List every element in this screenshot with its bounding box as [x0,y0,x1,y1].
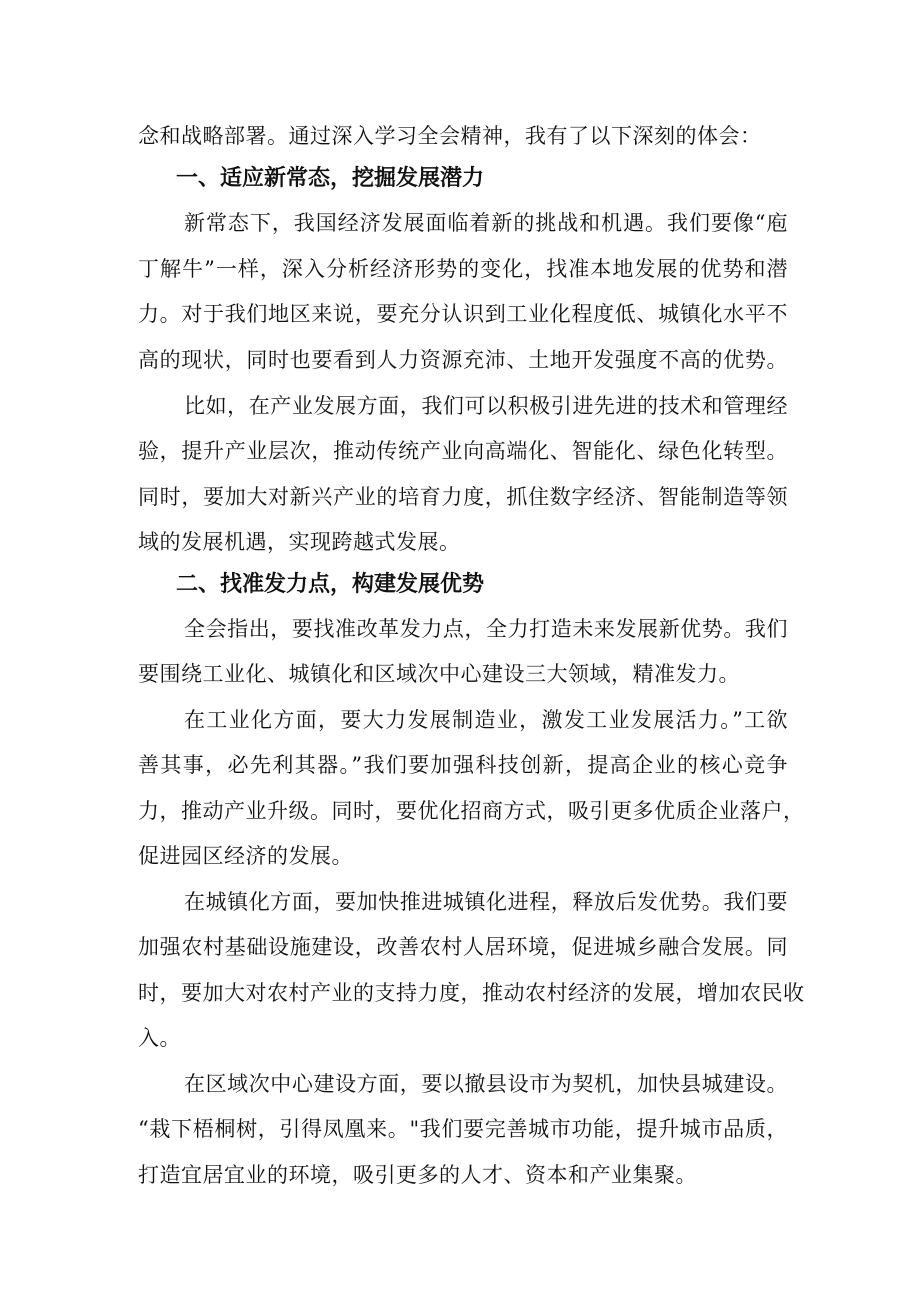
paragraph-line: 全会指出，要找准改革发力点，全力打造未来发展新优势。我们 [184,617,788,641]
paragraph-line: 力。对于我们地区来说，要充分认识到工业化程度低、城镇化水平不 [138,302,788,326]
paragraph-line: 同时，要加大对新兴产业的培育力度，抓住数字经济、智能制造等领 [138,485,788,509]
section2-heading: 二、找准发力点，构建发展优势 [176,572,485,597]
paragraph-line: 促进园区经济的发展。 [138,844,353,868]
paragraph-line: 在区域次中心建设方面，要以撤县设市为契机，加快县城建设。 [184,1072,788,1096]
paragraph-line: 时，要加大对农村产业的支持力度，推动农村经济的发展，增加农民收 [138,981,805,1005]
paragraph-line: 在城镇化方面，要加快推进城镇化进程，释放后发优势。我们要 [184,890,788,914]
paragraph-line: 在工业化方面，要大力发展制造业，激发工业发展活力。”工欲 [184,708,788,732]
paragraph-line: 域的发展机遇，实现跨越式发展。 [138,530,461,554]
section1-heading: 一、适应新常态，挖掘发展潜力 [176,166,485,191]
paragraph-line: 新常态下，我国经济发展面临着新的挑战和机遇。我们要像“庖 [184,211,788,235]
intro-line: 念和战略部署。通过深入学习全会精神，我有了以下深刻的体会： [138,124,762,148]
paragraph-line: 比如，在产业发展方面，我们可以积极引进先进的技术和管理经 [184,394,788,418]
paragraph-line: 入。 [138,1026,181,1050]
paragraph-line: 打造宜居宜业的环境，吸引更多的人才、资本和产业集聚。 [138,1163,697,1187]
paragraph-line: 验，提升产业层次，推动传统产业向高端化、智能化、绿色化转型。 [138,439,788,463]
paragraph-line: 要围绕工业化、城镇化和区域次中心建设三大领域，精准发力。 [138,662,740,686]
paragraph-line: 丁解牛”一样，深入分析经济形势的变化，找准本地发展的优势和潜 [138,257,788,281]
paragraph-line: 加强农村基础设施建设，改善农村人居环境，促进城乡融合发展。同 [138,935,788,959]
paragraph-line: “栽下梧桐树，引得凤凰来。"我们要完善城市功能，提升城市品质， [138,1117,788,1141]
paragraph-line: 力，推动产业升级。同时，要优化招商方式，吸引更多优质企业落户， [138,799,805,823]
paragraph-line: 高的现状，同时也要看到人力资源充沛、土地开发强度不高的优势。 [138,348,788,372]
paragraph-line: 善其事，必先利其器。”我们要加强科技创新，提高企业的核心竞争 [138,753,788,777]
